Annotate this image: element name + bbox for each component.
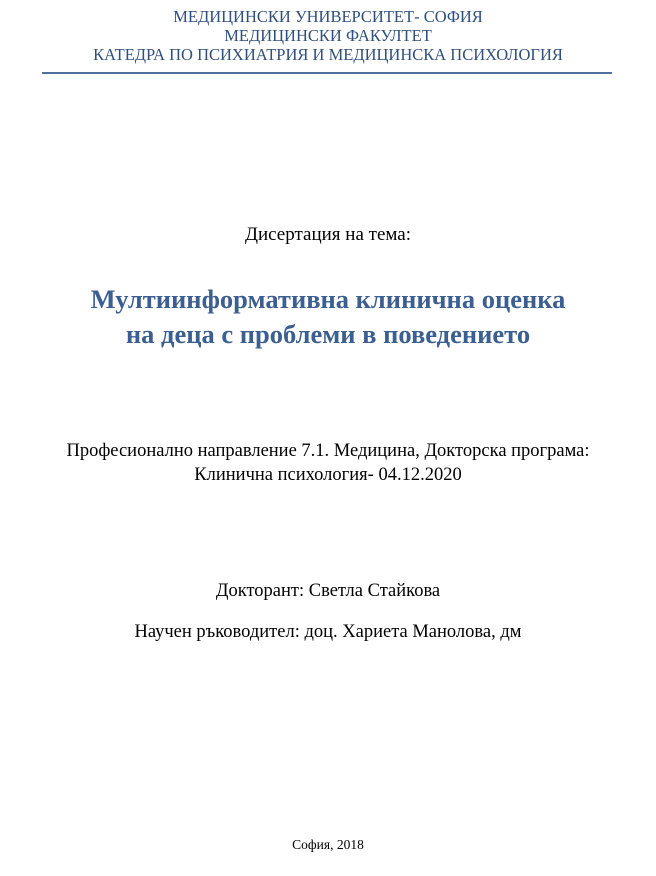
place-and-year: София, 2018 xyxy=(292,837,364,852)
department-name: КАТЕДРА ПО ПСИХИАТРИЯ И МЕДИЦИНСКА ПСИХОЛОГИЯ xyxy=(93,45,563,64)
supervisor-name: Научен ръководител: доц. Хариета Манолова, дм xyxy=(134,622,522,642)
program-info xyxy=(0,439,656,487)
doctorant-name: Докторант: Светла Стайкова xyxy=(215,581,441,601)
faculty-name: МЕДИЦИНСКИ ФАКУЛТЕТ xyxy=(224,26,432,45)
dissertation-intro: Дисертация на тема: xyxy=(245,224,411,245)
university-name: МЕДИЦИНСКИ УНИВЕРСИТЕТ- СОФИЯ xyxy=(173,7,483,26)
dissertation-title xyxy=(0,282,656,352)
institution-header xyxy=(0,7,656,64)
program-line-1: Професионално направление 7.1. Медицина, Докторска програма: xyxy=(66,441,590,461)
program-line-2: Клинична психология- 04.12.2020 xyxy=(194,465,462,485)
header-divider xyxy=(42,72,612,74)
title-line-2: на деца с проблеми в поведението xyxy=(125,319,531,349)
title-line-1: Мултиинформативна клинична оценка xyxy=(90,284,566,314)
